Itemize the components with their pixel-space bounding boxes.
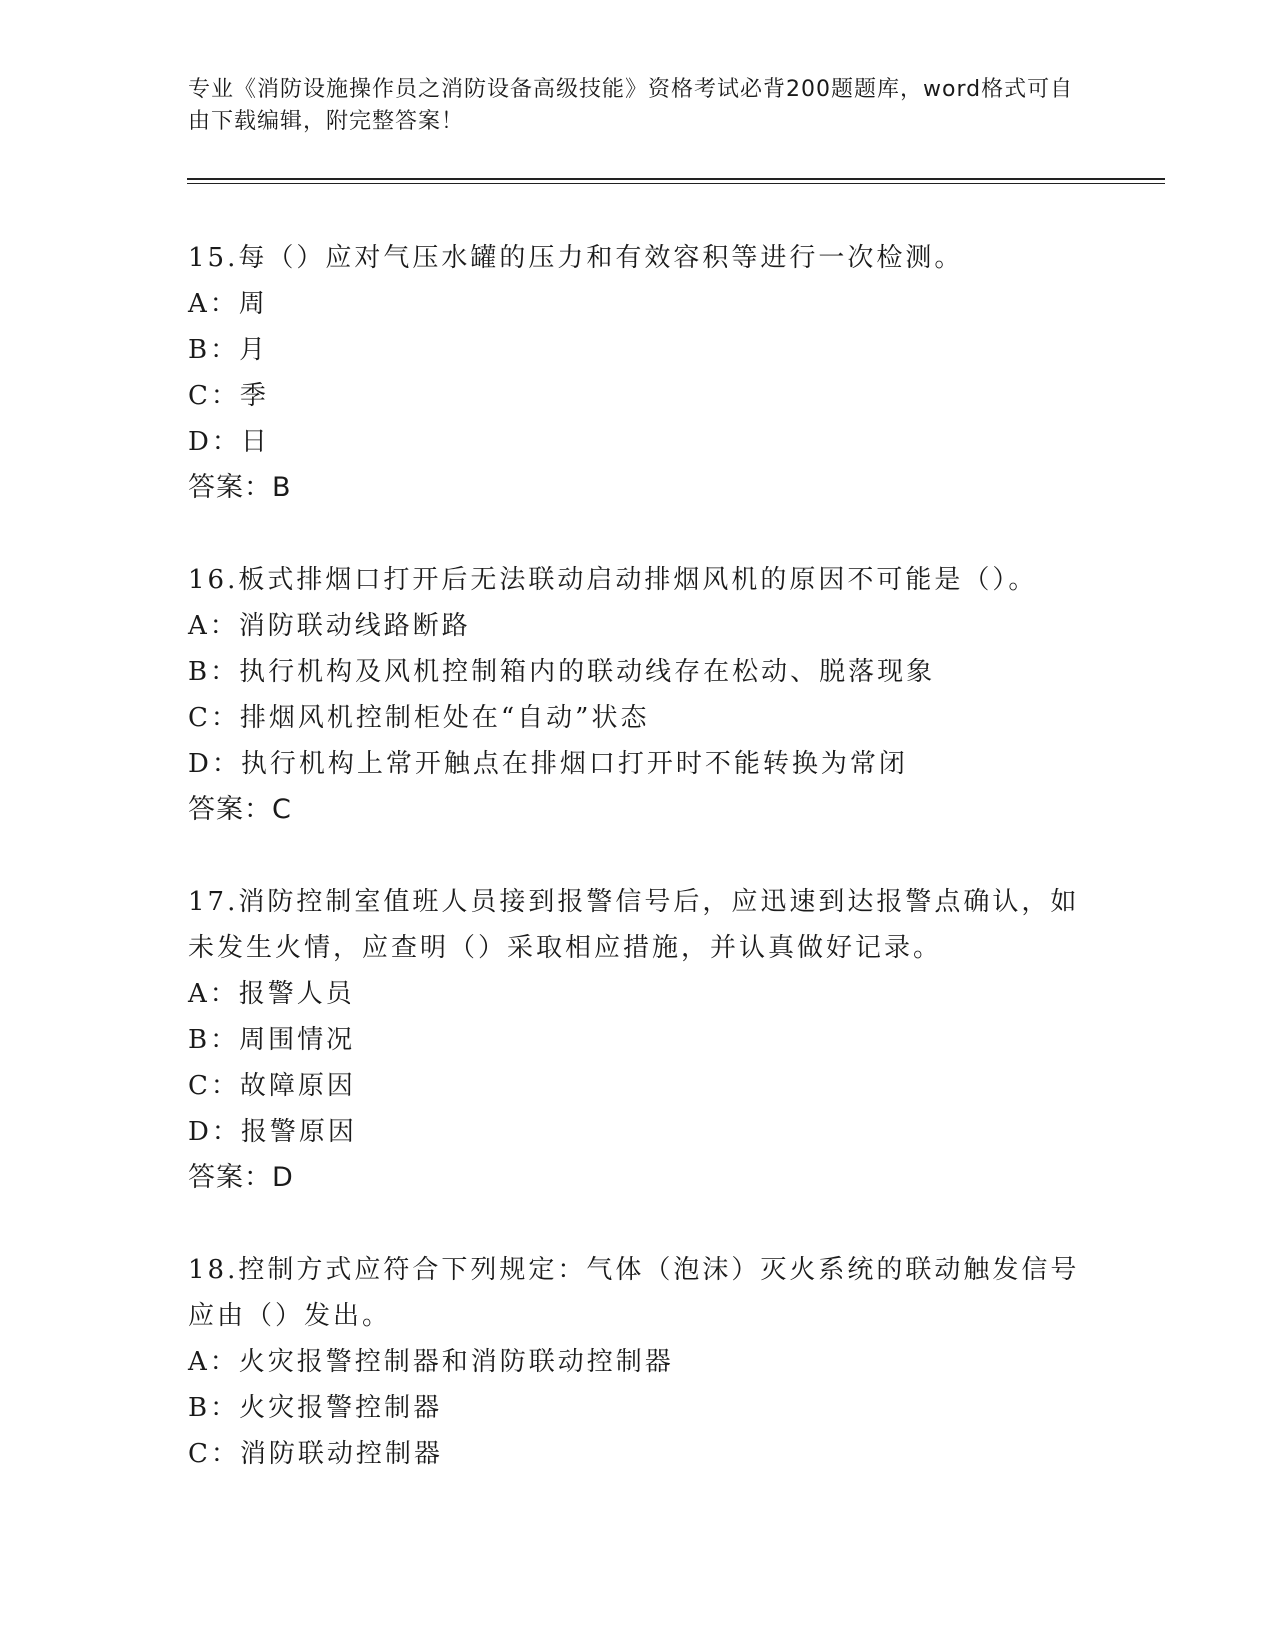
option-b: B：月 [188, 335, 269, 365]
option-b: B：周围情况 [188, 1025, 356, 1055]
option-c: C：消防联动控制器 [188, 1439, 443, 1469]
option-d: D：执行机构上常开触点在排烟口打开时不能转换为常闭 [188, 749, 908, 779]
question-stem: 15.每（）应对气压水罐的压力和有效容积等进行一次检测。 [188, 243, 964, 273]
option-a: A：消防联动线路断路 [188, 611, 471, 641]
answer: 答案：C [188, 794, 292, 825]
question-18 [188, 1247, 1088, 1477]
question-stem: 17.消防控制室值班人员接到报警信号后，应迅速到达报警点确认，如未发生火情，应查明（）采取相应措施，并认真做好记录。 [188, 887, 1080, 963]
question-17 [188, 879, 1088, 1201]
option-b: B：执行机构及风机控制箱内的联动线存在松动、脱落现象 [188, 657, 936, 687]
option-a: A：周 [188, 289, 268, 319]
answer: 答案：D [188, 1162, 294, 1193]
option-c: C：故障原因 [188, 1071, 356, 1101]
document-header: 专业《消防设施操作员之消防设备高级技能》资格考试必背200题题库，word格式可自由下载编辑，附完整答案！ [188, 77, 1074, 134]
question-15 [188, 235, 1088, 511]
option-d: D：日 [188, 427, 270, 457]
header-divider-thin [187, 183, 1165, 184]
option-a: A：报警人员 [188, 979, 355, 1009]
option-d: D：报警原因 [188, 1117, 357, 1147]
option-c: C：排烟风机控制柜处在“自动”状态 [188, 703, 650, 733]
question-stem: 16.板式排烟口打开后无法联动启动排烟风机的原因不可能是（）。 [188, 565, 1038, 595]
answer: 答案：B [188, 472, 292, 503]
question-stem: 18.控制方式应符合下列规定：气体（泡沫）灭火系统的联动触发信号应由（）发出。 [188, 1255, 1080, 1331]
option-c: C：季 [188, 381, 269, 411]
header-divider [187, 178, 1165, 180]
option-a: A：火灾报警控制器和消防联动控制器 [188, 1347, 674, 1377]
option-b: B：火灾报警控制器 [188, 1393, 443, 1423]
question-16 [188, 557, 1088, 833]
